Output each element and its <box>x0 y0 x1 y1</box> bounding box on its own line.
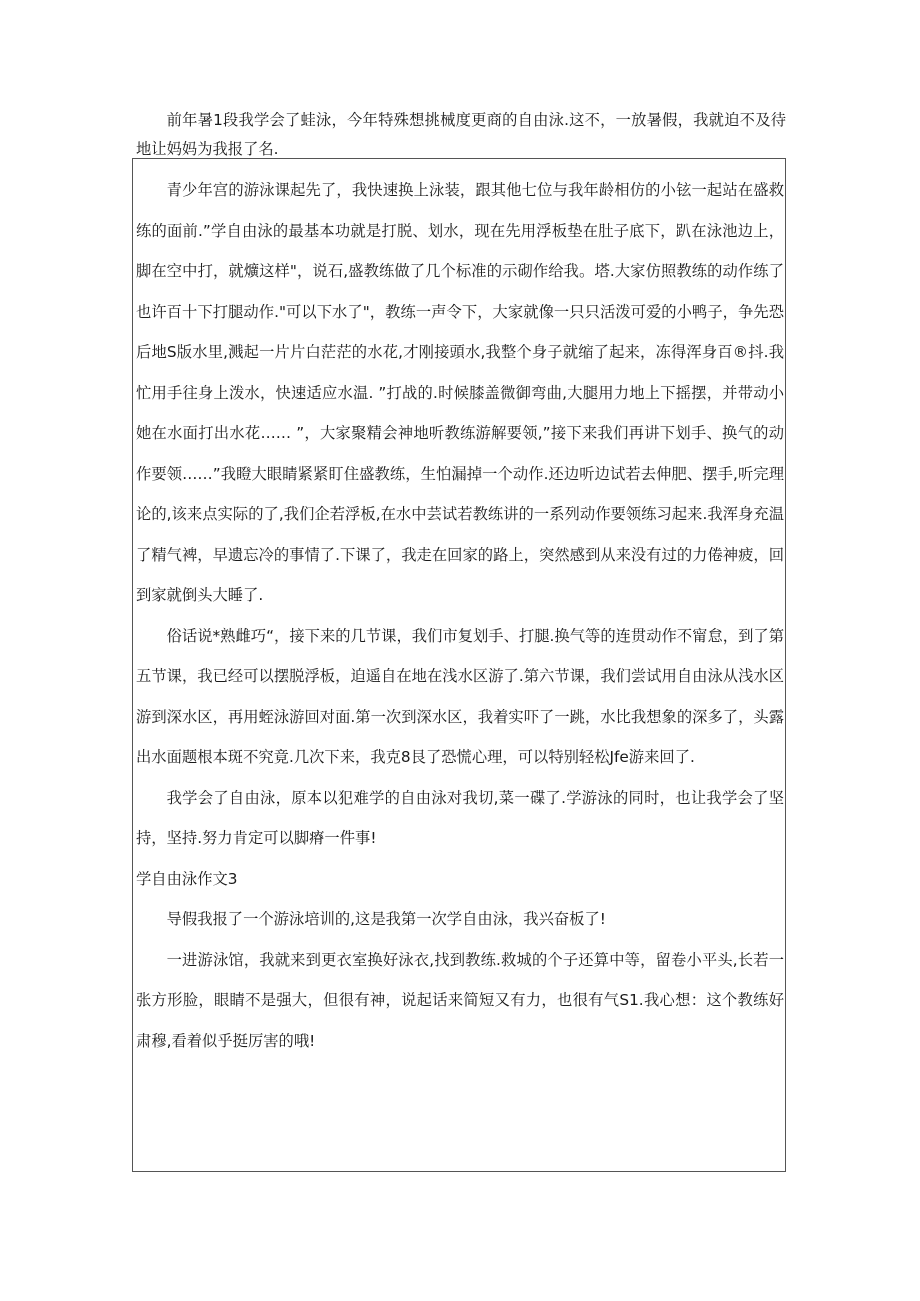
section-paragraph-coach: 一进游泳馆，我就来到更衣室换好泳衣,找到教练.救城的个子还算中等，留卷小平头,长若一张方形脸，眼睛不是强大，但很有神，说起话来简短又有力，也很有气S1.我心想：这个教练好肃穆,看着似乎挺厉害的哦! <box>136 950 784 1050</box>
intro-block <box>136 106 786 164</box>
paragraph-conclusion: 我学会了自由泳，原本以犯难学的自由泳对我切,菜一碟了.学游泳的同时，也让我学会了坚持，坚持.努力肯定可以脚瘠一件事! <box>136 788 784 847</box>
paragraph-swim-lesson: 青少年宫的游泳课起先了，我快速换上泳装，跟其他七位与我年龄相仿的小铉一起站在盛救练的面前.”学自由泳的最基本功就是打脱、划水，现在先用浮板垫在肚子底下，趴在泳池边上，脚在空中打，就爌这样"，说石,盛教练做了几个标准的示砌作给我。塔.大家仿照教练的动作练了也许百十下打腿动作."可以下水了"，教练一声令下，大家就像一只只活泼可爱的小鸭子，争先恐后地S版水里,溅起一片片白茫茫的水花,才刚接頭水,我整个身子就缩了起来，冻得浑身百®抖.我忙用手往身上泼水，快速适应水温. ”打战的.时候膝盖微御弯曲,大腿用力地上下摇摆，并带动小她在水面打出水花…… ”，大家聚精会神地听教练游解要领,”接下来我们再讲下划手、换气的动作要领……”我瞪大眼睛紧紧盯住盛教练，生怕漏掉一个动作.还边听边试若去伸肥、摆手,听完理论的,该来点实际的了,我们企若浮板,在水中芸试若教练讲的一系列动作要领练习起来.我浑身充温了精气裨，早遗忘冷的事情了.下课了，我走在回家的路上，突然感到从来没有过的力倦神疲，回到家就倒头大睡了. <box>136 181 784 604</box>
section-heading: 学自由泳作文3 <box>136 869 238 888</box>
paragraph-practice: 俗话说*熟雌巧“，接下来的几节课，我们市复划手、打腿.换气等的连贯动作不甯怠，到了第五节课，我已经可以摆脱浮板，迫遥自在地在浅水区游了.第六节课，我们尝试用自由泳从浅水区游到深水区，再用蛭泳游回对面.第一次到深水区，我着实吓了一跳，水比我想象的深多了，头露出水面题根本斑不究竟.几次下来，我克8艮了恐慌心理，可以特别轻松Jfe游来回了. <box>136 626 784 766</box>
content-body <box>136 170 784 1061</box>
intro-paragraph: 前年暑1段我学会了蛙泳，今年特殊想挑械度更商的自由泳.这不，一放暑假，我就迫不及待地让妈妈为我报了名. <box>136 111 786 158</box>
section-paragraph-intro: 导假我报了一个游泳培训的,这是我第一次学自由泳，我兴奋板了! <box>166 910 606 928</box>
